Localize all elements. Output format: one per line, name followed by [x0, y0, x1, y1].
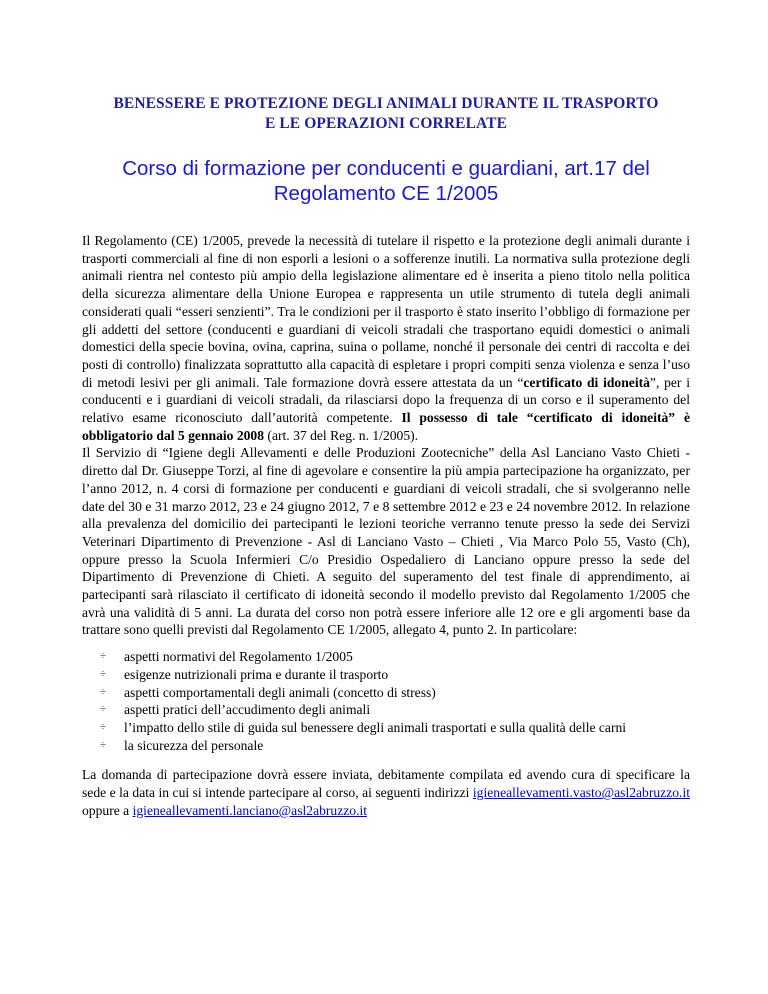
- paragraph-regulation: [82, 232, 690, 444]
- topic-label: la sicurezza del personale: [124, 737, 264, 753]
- topic-label: aspetti normativi del Regolamento 1/2005: [124, 649, 353, 665]
- bullet-icon: ÷: [100, 738, 107, 751]
- closing-text-b: oppure a: [82, 802, 133, 818]
- topic-label: l’impatto dello stile di guida sul benessere degli animali trasportati e sulla qualità delle carni: [124, 719, 627, 735]
- email-link-vasto[interactable]: igieneallevamenti.vasto@asl2abruzzo.it: [472, 785, 690, 801]
- document-subtitle: [82, 156, 690, 206]
- mandatory-notice: Il possesso di tale “certificato di idoneità” è obbligatorio dal 5 gennaio 2008: [82, 410, 690, 443]
- document-body: [82, 232, 690, 639]
- list-item: [100, 719, 690, 737]
- paragraph-regulation-text-b: ”, per i conducenti e i guardiani di veicoli stradali, da rilasciarsi dopo la frequenza di un corso e il superamento del relativo esame riconosciuto dall’autorità competente.: [82, 374, 690, 426]
- list-item: [100, 666, 690, 684]
- paragraph-regulation-text-c: (art. 37 del Reg. n. 1/2005).: [264, 427, 419, 443]
- closing-text-a: La domanda di partecipazione dovrà essere inviata, debitamente compilata ed avendo cura di specificare la sede e la data in cui si intende partecipare al corso, ai seguenti indirizzi: [82, 767, 690, 801]
- closing-paragraph: [82, 766, 690, 819]
- title-line-2: E LE OPERAZIONI CORRELATE: [264, 115, 508, 132]
- certificate-term: certificato di idoneità: [523, 374, 650, 390]
- subtitle-line-1: Corso di formazione per conducenti e guardiani, art.17 del: [122, 157, 650, 180]
- bullet-icon: ÷: [100, 685, 107, 698]
- list-item: [100, 701, 690, 719]
- paragraph-courses: Il Servizio di “Igiene degli Allevamenti e delle Produzioni Zootecniche” della Asl Lanciano Vasto Chieti - diretto dal Dr. Giuseppe Torzi, al fine di agevolare e consentire la più ampia partecipazione ha organizzato, per l’anno 2012, n. 4 corsi di formazione per conducenti e guardiani di veicoli stradali, che si svolgeranno nelle date del 30 e 31 marzo 2012, 23 e 24 giugno 2012, 7 e 8 settembre 2012 e 23 e 24 novembre 2012. In relazione alla prevalenza del domicilio dei partecipanti le lezioni teoriche verranno tenute presso la sede dei Servizi Veterinari Dipartimento di Prevenzione - Asl di Lanciano Vasto – Chieti , Via Marco Polo 55, Vasto (Ch), oppure presso la Scuola Infermieri C/o Presidio Ospedaliero di Lanciano oppure presso la sede del Dipartimento di Prevenzione di Chieti. A seguito del superamento del test finale di apprendimento, ai partecipanti sarà rilasciato il certificato di idoneità secondo il modello previsto dal Regolamento 1/2005 che avrà una validità di 5 anni. La durata del corso non potrà essere inferiore alle 12 ore e gli argomenti base da trattare sono quelli previsti dal Regolamento CE 1/2005, allegato 4, punto 2. In particolare:: [82, 445, 690, 638]
- bullet-icon: ÷: [100, 703, 107, 716]
- list-item: [100, 648, 690, 666]
- list-item: [100, 737, 690, 755]
- topic-label: esigenze nutrizionali prima e durante il trasporto: [124, 666, 389, 682]
- title-line-1: BENESSERE E PROTEZIONE DEGLI ANIMALI DURANTE IL TRASPORTO: [113, 95, 659, 112]
- email-link-lanciano[interactable]: igieneallevamenti.lanciano@asl2abruzzo.it: [132, 802, 368, 818]
- document-title: [82, 94, 690, 134]
- topic-label: aspetti pratici dell’accudimento degli animali: [124, 702, 371, 718]
- bullet-icon: ÷: [100, 720, 107, 733]
- topics-list: [82, 648, 690, 754]
- bullet-icon: ÷: [100, 667, 107, 680]
- list-item: [100, 684, 690, 702]
- subtitle-line-2: Regolamento CE 1/2005: [273, 182, 499, 205]
- bullet-icon: ÷: [100, 650, 107, 663]
- topic-label: aspetti comportamentali degli animali (concetto di stress): [124, 684, 436, 700]
- paragraph-regulation-text-a: Il Regolamento (CE) 1/2005, prevede la necessità di tutelare il rispetto e la protezione degli animali durante i trasporti commerciali al fine di non esporli a lesioni o a sofferenze inutili. La normativa sulla protezione degli animali rientra nel contesto più ampio della legislazione alimentare ed è inserita a pieno titolo nella politica della sicurezza alimentare della Unione Europea e rappresenta un utile strumento di tutela degli animali considerati quali “esseri senzienti”. Tra le condizioni per il trasporto è stato inserito l’obbligo di formazione per gli addetti del settore (conducenti e guardiani di veicoli stradali che trasportano equidi domestici o animali domestici della specie bovina, ovina, caprina, suina o pollame, nonché il personale dei centri di raccolta e dei posti di controllo) finalizzata soprattutto alla capacità di espletare i propri compiti senza violenza e senza l’uso di metodi lesivi per gli animali. Tale formazione dovrà essere attestata da un “: [82, 233, 690, 390]
